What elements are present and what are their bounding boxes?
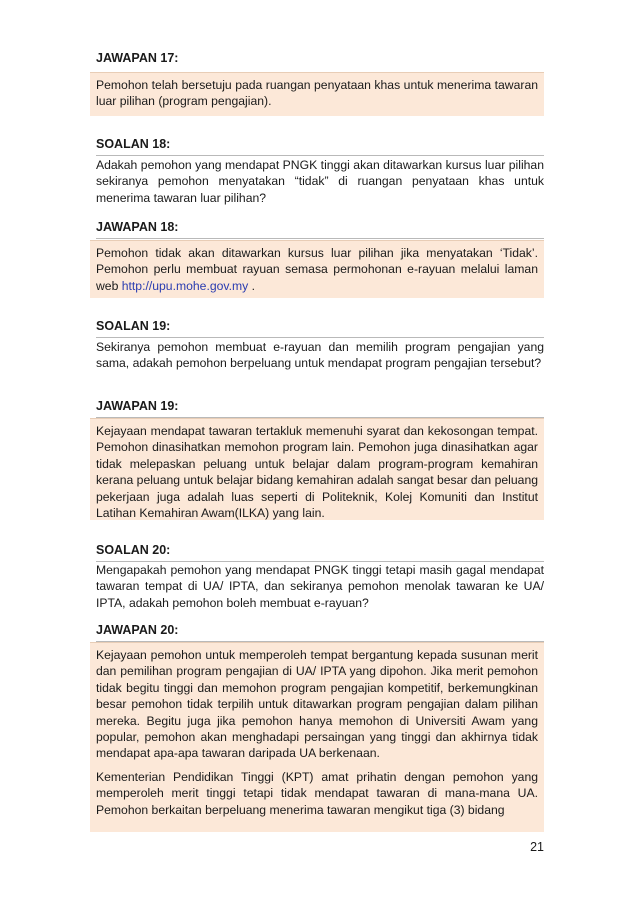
answer-19-text: Kejayaan mendapat tawaran tertakluk memenuhi syarat dan kekosongan tempat. Pemohon dinasihatkan memohon program lain. Pemohon juga dinasihatkan agar tidak melepaskan peluang untuk belajar dalam program-program kemahiran kerana peluang untuk belajar bidang kemahiran adalah sangat besar dan peluang pekerjaan juga adalah luas seperti di Politeknik, Kolej Komuniti dan Institut Latihan Kemahiran Awam(ILKA) yang lain. — [96, 424, 538, 521]
answer-18-text — [96, 245, 538, 294]
question-19-text: Sekiranya pemohon membuat e-rayuan dan memilih program pengajian yang sama, adakah pemohon berpeluang untuk mendapat program pengajian tersebut? — [96, 340, 544, 371]
answer-17-text: Pemohon telah bersetuju pada ruangan penyataan khas untuk menerima tawaran luar pilihan (program pengajian). — [96, 78, 538, 109]
answer-20-paragraph-2: Kementerian Pendidikan Tinggi (KPT) amat prihatin dengan pemohon yang memperoleh merit tinggi tetapi tidak mendapat tawaran di mana-mana UA. Pemohon berkaitan berpeluang menerima tawaran mengikut tiga (3) bidang — [96, 769, 538, 817]
question-20-text: Mengapakah pemohon yang mendapat PNGK tinggi tetapi masih gagal mendapat tawaran tempat di UA/ IPTA, dan sekiranya pemohon menolak tawaran ke UA/ IPTA, adakah pemohon boleh membuat e-rayuan? — [96, 563, 544, 610]
upu-website-link[interactable]: http://upu.mohe.gov.my — [121, 278, 249, 293]
answer-18-heading: JAWAPAN 18: — [96, 219, 544, 239]
answer-17-heading: JAWAPAN 17: — [96, 51, 179, 65]
answer-20-box — [90, 642, 544, 832]
question-18-text: Adakah pemohon yang mendapat PNGK tinggi akan ditawarkan kursus luar pilihan sekiranya pemohon menyatakan “tidak” di ruangan penyataan khas untuk menerima tawaran luar pilihan? — [96, 158, 544, 205]
page-number: 21 — [530, 840, 544, 854]
answer-18-text-end: . — [248, 278, 255, 293]
question-20-heading: SOALAN 20: — [96, 542, 544, 562]
question-18-heading: SOALAN 18: — [96, 136, 544, 156]
answer-18-text-start: Pemohon tidak akan ditawarkan kursus luar pilihan jika menyatakan ‘Tidak’. Pemohon perlu membuat rayuan semasa permohonan e-rayuan melalui laman web — [96, 246, 538, 293]
answer-19-heading: JAWAPAN 19: — [96, 398, 544, 418]
answer-20-paragraph-1: Kejayaan pemohon untuk memperoleh tempat bergantung kepada susunan merit dan pemilihan program pengajian di UA/ IPTA yang dipohon. Jika merit pemohon tidak begitu tinggi dan memohon program pengajian kompetitif, berkemungkinan besar pemohon tidak terpilih untuk ditawarkan program pengajian dalam pilihan mereka. Begitu juga jika pemohon hanya memohon di Universiti Awam yang popular, pemohon akan menghadapi persaingan yang tinggi dan akhirnya tidak mendapat apa-apa tawaran daripada UA berkenaan. — [96, 648, 538, 761]
answer-19-box — [90, 418, 544, 520]
answer-17-box — [90, 72, 544, 116]
answer-18-box — [90, 240, 544, 298]
question-19-heading: SOALAN 19: — [96, 318, 544, 338]
answer-20-heading: JAWAPAN 20: — [96, 622, 544, 642]
